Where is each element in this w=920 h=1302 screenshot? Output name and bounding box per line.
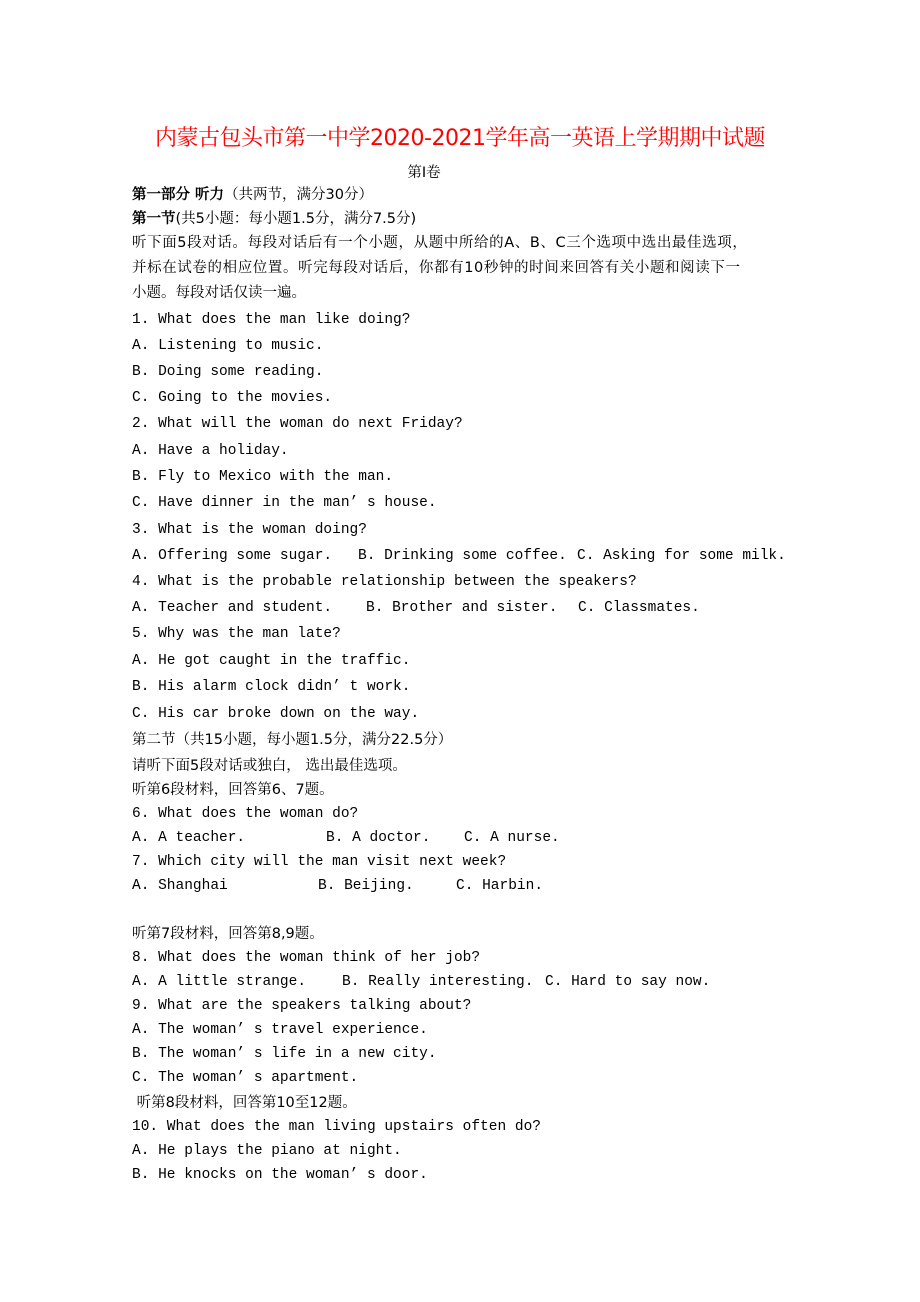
q5-option-a: A. He got caught in the traffic. [132, 653, 411, 669]
question-8: 8. What does the woman think of her job? [132, 950, 481, 966]
q3-option-b: B. Drinking some coffee. [358, 548, 567, 564]
section1-instruction-line: 小题。每段对话仅读一遍。 [132, 285, 306, 301]
q8-option-a: A. A little strange. [132, 974, 307, 990]
q8-option-c: C. Hard to say now. [545, 974, 711, 990]
q9-option-b: B. The woman’ s life in a new city. [132, 1046, 437, 1062]
q9-option-a: A. The woman’ s travel experience. [132, 1022, 428, 1038]
q3-option-c: C. Asking for some milk. [577, 548, 786, 564]
q6-option-b: B. A doctor. [326, 830, 431, 846]
material-8-heading: 听第8段材料，回答第10至12题。 [132, 1095, 357, 1111]
q1-option-a: A. Listening to music. [132, 338, 324, 354]
question-6: 6. What does the woman do? [132, 806, 359, 822]
q2-option-c: C. Have dinner in the man’ s house. [132, 495, 437, 511]
q4-option-b: B. Brother and sister. [366, 600, 558, 616]
q10-option-b: B. He knocks on the woman’ s door. [132, 1167, 428, 1183]
q8-option-b: B. Really interesting. [342, 974, 534, 990]
section1-heading-rest: (共5小题：每小题1.5分，满分7.5分) [175, 211, 417, 227]
q6-option-a: A. A teacher. [132, 830, 246, 846]
q10-option-a: A. He plays the piano at night. [132, 1143, 402, 1159]
section1-heading-bold: 第一节 [132, 211, 176, 227]
q3-option-a: A. Offering some sugar. [132, 548, 333, 564]
q7-option-b: B. Beijing. [318, 878, 414, 894]
q1-option-c: C. Going to the movies. [132, 390, 333, 406]
section1-instruction-line: 并标在试卷的相应位置。听完每段对话后，你都有10秒钟的时间来回答有关小题和阅读下一 [132, 260, 741, 276]
section1-instruction-line: 听下面5段对话。每段对话后有一个小题，从题中所给的A、B、C三个选项中选出最佳选项， [132, 235, 748, 251]
question-3: 3. What is the woman doing? [132, 522, 367, 538]
question-2: 2. What will the woman do next Friday? [132, 416, 463, 432]
q5-option-b: B. His alarm clock didn’ t work. [132, 679, 411, 695]
question-5: 5. Why was the man late? [132, 626, 341, 642]
question-10: 10. What does the man living upstairs often do? [132, 1119, 541, 1135]
q9-option-c: C. The woman’ s apartment. [132, 1070, 359, 1086]
question-1: 1. What does the man like doing? [132, 312, 411, 328]
part1-heading [132, 185, 373, 205]
part1-heading-rest: （共两节，满分30分） [224, 187, 374, 203]
question-7: 7. Which city will the man visit next week? [132, 854, 507, 870]
q2-option-a: A. Have a holiday. [132, 443, 289, 459]
q2-option-b: B. Fly to Mexico with the man. [132, 469, 394, 485]
q6-option-c: C. A nurse. [464, 830, 560, 846]
part1-heading-bold: 第一部分 听力 [132, 187, 225, 203]
document-title: 内蒙古包头市第一中学2020-2021学年高一英语上学期期中试题 [155, 126, 765, 151]
material-6-heading: 听第6段材料，回答第6、7题。 [132, 782, 334, 798]
q1-option-b: B. Doing some reading. [132, 364, 324, 380]
question-9: 9. What are the speakers talking about? [132, 998, 472, 1014]
section2-instruction: 请听下面5段对话或独白， 选出最佳选项。 [132, 758, 407, 774]
q4-option-c: C. Classmates. [578, 600, 700, 616]
volume-heading: 第Ⅰ卷 [407, 165, 441, 181]
q7-option-c: C. Harbin. [456, 878, 544, 894]
material-7-heading: 听第7段材料，回答第8,9题。 [132, 926, 324, 942]
section1-heading [132, 209, 416, 229]
q5-option-c: C. His car broke down on the way. [132, 706, 420, 722]
question-4: 4. What is the probable relationship between the speakers? [132, 574, 637, 590]
section2-heading: 第二节（共15小题，每小题1.5分，满分22.5分） [132, 732, 453, 748]
q4-option-a: A. Teacher and student. [132, 600, 333, 616]
q7-option-a: A. Shanghai [132, 878, 228, 894]
